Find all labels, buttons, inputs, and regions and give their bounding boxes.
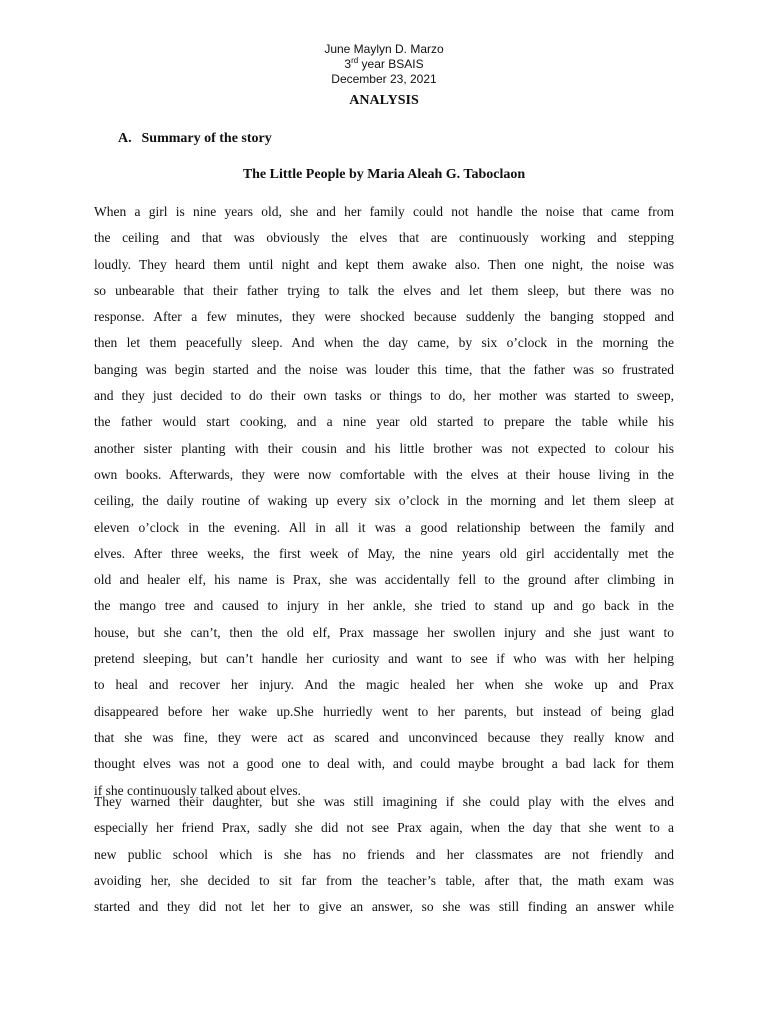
paragraph-line: banging was begin started and the noise was louder this time, that the father was so frustrated: [94, 361, 674, 377]
story-title: The Little People by Maria Aleah G. Taboclaon: [242, 167, 526, 182]
section-heading-text: Summary of the story: [141, 131, 272, 146]
year-rest: year BSAIS: [358, 57, 424, 71]
paragraph-line: the father would start cooking, and a nine year old started to prepare the table while his: [94, 414, 674, 430]
paragraph-line: the mango tree and caused to injury in her ankle, she tried to stand up and go back in the: [94, 598, 674, 614]
paragraph-line: new public school which is she has no friends and her classmates are not friendly and: [94, 846, 674, 862]
year-suffix: rd: [351, 56, 359, 65]
paragraph-line: disappeared before her wake up.She hurriedly went to her parents, but instead of being glad: [94, 703, 674, 719]
paragraph-line: house, but she can’t, then the old elf, Prax massage her swollen injury and she just want to: [94, 624, 674, 640]
paragraph-line: to heal and recover her injury. And the magic healed her when she woke up and Prax: [94, 677, 674, 693]
paragraph-line: and they just decided to do their own tasks or things to do, her mother was started to sweep,: [94, 388, 674, 404]
paragraph-1: [94, 199, 674, 804]
paragraph-line: ceiling, the daily routine of waking up every six o’clock in the morning and let them sleep at: [94, 493, 674, 509]
year-number: 3: [344, 57, 352, 71]
paragraph-line: elves. After three weeks, the first week of May, the nine years old girl accidentally met the: [94, 545, 674, 561]
paragraph-line: When a girl is nine years old, she and her family could not handle the noise that came from: [94, 204, 674, 219]
paragraph-line: own books. Afterwards, they were now comfortable with the elves at their house living in the: [94, 466, 674, 482]
paragraph-line: loudly. They heard them until night and kept them awake also. Then one night, the noise was: [94, 256, 674, 272]
paragraph-line: so unbearable that their father trying to talk the elves and let them sleep, but there was no: [94, 282, 674, 298]
paragraph-2: [94, 789, 674, 920]
section-marker: A.: [118, 131, 132, 146]
paragraph-line: old and healer elf, his name is Prax, she was accidentally fell to the ground after climbing in: [94, 572, 674, 588]
page-title: ANALYSIS: [349, 93, 419, 108]
paragraph-line: They warned their daughter, but she was still imagining if she could play with the elves and: [94, 794, 674, 809]
document-header: [0, 42, 768, 87]
paragraph-line: if she continuously talked about elves.: [94, 782, 301, 798]
paragraph-line: then let them peacefully sleep. And when the day came, by six o’clock in the morning the: [94, 335, 674, 351]
document-date: December 23, 2021: [331, 72, 437, 86]
paragraph-line: especially her friend Prax, sadly she did not see Prax again, when the day that she went to a: [94, 820, 674, 836]
paragraph-line: pretend sleeping, but can’t handle her curiosity and want to see if who was with her helping: [94, 651, 674, 667]
paragraph-line: the ceiling and that was obviously the elves that are continuously working and stepping: [94, 230, 674, 246]
section-heading: [118, 130, 272, 148]
paragraph-line: another sister planting with their cousin and his little brother was not expected to colour his: [94, 440, 674, 456]
paragraph-line: thought elves was not a good one to deal with, and could maybe brought a bad lack for them: [94, 756, 674, 772]
paragraph-line: started and they did not let her to give an answer, so she was still finding an answer while: [94, 899, 674, 915]
paragraph-line: eleven o’clock in the evening. All in all it was a good relationship between the family and: [94, 519, 674, 535]
paragraph-line: response. After a few minutes, they were shocked because suddenly the banging stopped and: [94, 309, 674, 325]
paragraph-line: avoiding her, she decided to sit far from the teacher’s table, after that, the math exam was: [94, 872, 674, 888]
author-name: June Maylyn D. Marzo: [324, 42, 444, 56]
paragraph-line: that she was fine, they were act as scared and unconvinced because they really know and: [94, 729, 674, 745]
year-level: [0, 57, 768, 72]
